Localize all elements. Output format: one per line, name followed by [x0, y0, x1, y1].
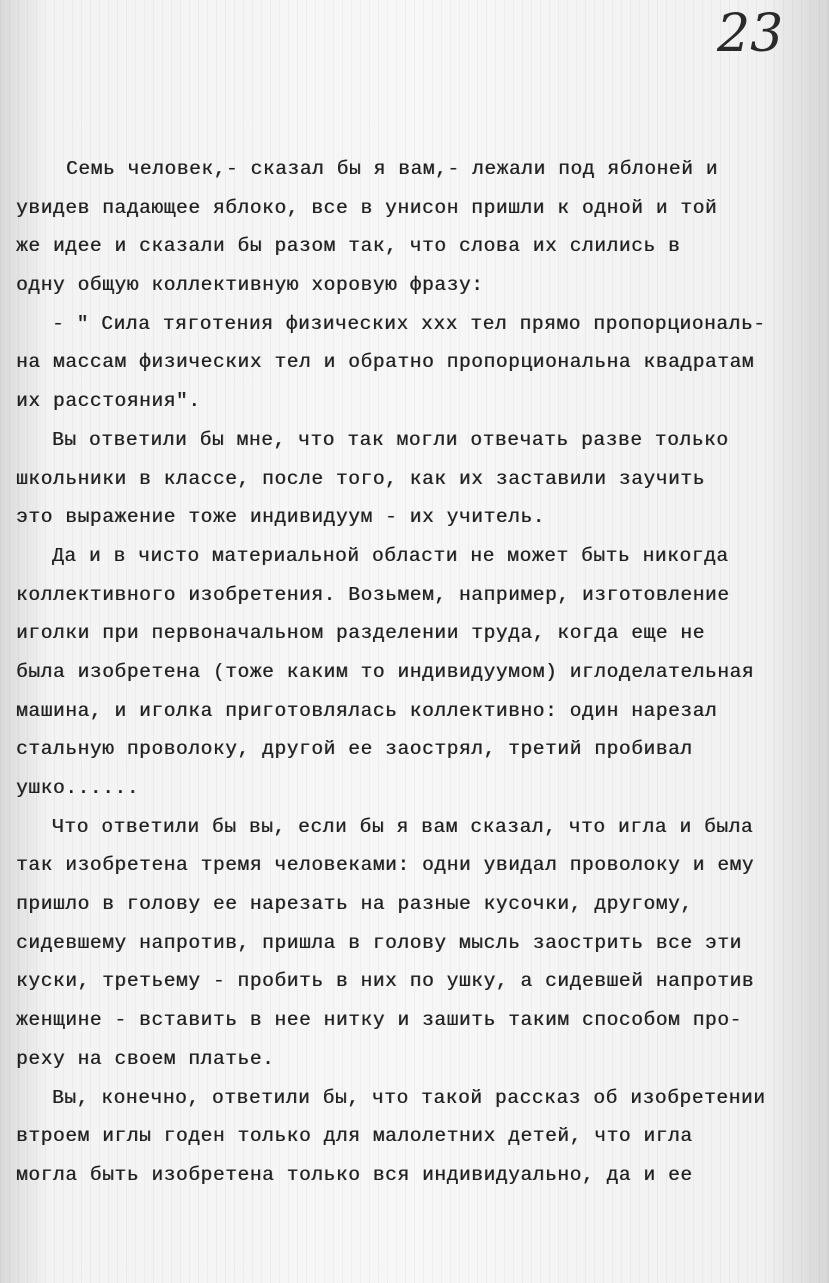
paragraph-1-line-4: одну общую коллективную хоровую фразу:: [16, 274, 484, 297]
paragraph-3-line-3: это выражение тоже индивидуум - их учитель.: [16, 506, 545, 529]
paragraph-6-line-3: могла быть изобретена только вся индивидуально, да и ее: [16, 1163, 693, 1186]
handwritten-page-number: 23: [717, 4, 784, 64]
paragraph-4-line-6: стальную проволоку, другой ее заострял, третий пробивал: [16, 738, 693, 761]
typewritten-body: [16, 150, 821, 1195]
paragraph-5-line-4: сидевшему напротив, пришла в голову мысль заострить все эти: [16, 931, 742, 954]
paragraph-1-line-3: же идее и сказали бы разом так, что слова их слились в: [16, 235, 681, 258]
paragraph-1-line-2: увидев падающее яблоко, все в унисон пришли к одной и той: [16, 196, 718, 219]
paragraph-5-line-3: пришло в голову ее нарезать на разные кусочки, другому,: [16, 893, 693, 916]
paragraph-2-line-3: их расстояния".: [16, 390, 201, 413]
paragraph-2-line-1: - " Сила тяготения физических ххх тел прямо пропорциональ-: [52, 312, 766, 335]
paragraph-5-line-1: Что ответили бы вы, если бы я вам сказал, что игла и была: [52, 815, 754, 838]
paragraph-4-line-3: иголки при первоначальном разделении труда, когда еще не: [16, 622, 705, 645]
paragraph-4-line-5: машина, и иголка приготовлялась коллективно: один нарезал: [16, 699, 718, 722]
paragraph-6-line-2: втроем иглы годен только для малолетних детей, что игла: [16, 1125, 693, 1148]
paragraph-3-line-1: Вы ответили бы мне, что так могли отвечать разве только: [52, 428, 729, 451]
paragraph-3-line-2: школьники в классе, после того, как их заставили заучить: [16, 467, 705, 490]
paragraph-4-line-1: Да и в чисто материальной области не может быть никогда: [52, 544, 729, 567]
paragraph-4-line-2: коллективного изобретения. Возьмем, например, изготовление: [16, 583, 730, 606]
paragraph-2-line-2: на массам физических тел и обратно пропорциональна квадратам: [16, 351, 755, 374]
paragraph-5-line-6: женщине - вставить в нее нитку и зашить таким способом про-: [16, 1009, 742, 1032]
paragraph-5-line-7: реху на своем платье.: [16, 1047, 275, 1070]
paragraph-5-line-2: так изобретена тремя человеками: одни увидал проволоку и ему: [16, 854, 755, 877]
paragraph-4-line-7: ушко......: [16, 777, 140, 799]
paragraph-5-line-5: куски, третьему - пробить в них по ушку, а сидевшей напротив: [16, 970, 755, 993]
paragraph-6-line-1: Вы, конечно, ответили бы, что такой рассказ об изобретении: [52, 1086, 766, 1109]
paragraph-4-line-4: была изобретена (тоже каким то индивидуумом) иглоделательная: [16, 660, 755, 683]
paragraph-1-line-1: Семь человек,- сказал бы я вам,- лежали под яблоней и: [66, 158, 719, 180]
